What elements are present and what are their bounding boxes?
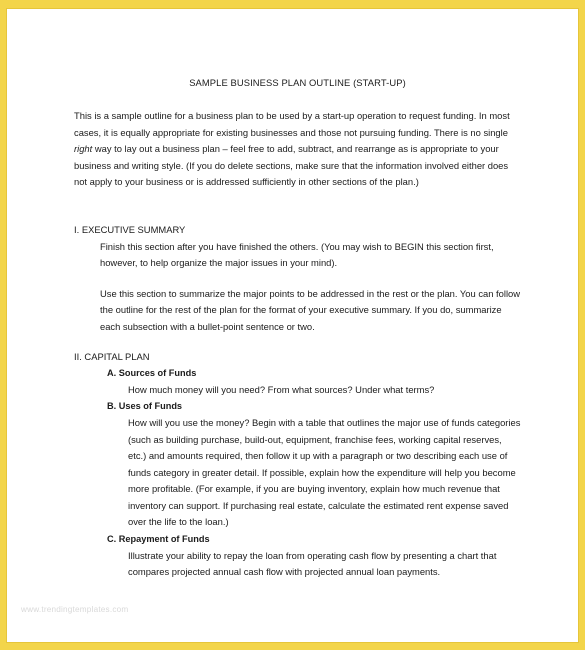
section-heading-executive-summary: I. EXECUTIVE SUMMARY xyxy=(74,223,186,235)
executive-summary-paragraph-2: Use this section to summarize the major points to be addressed in the rest or the plan. You can follow the outline for the rest of the plan for the format of your executive summary. If you do, summarize each subsection with a bullet-point sentence or two. xyxy=(100,287,521,332)
subsection-text-uses-of-funds: How will you use the money? Begin with a table that outlines the major use of funds categories (such as building purchase, build-out, equipment, franchise fees, working capital reserves, etc.) and amounts required, then follow it up with a paragraph or two describing each use of funds category in greater detail. If possible, explain how the expenditure will help you become more profitable. (For example, if you are buying inventory, explain how much revenue that inventory can support. If purchasing real estate, calculate the estimated rent expense saved over the life to the loan.) xyxy=(128,416,521,528)
intro-paragraph xyxy=(74,108,521,191)
subsection-text-sources-of-funds: How much money will you need? From what sources? Under what terms? xyxy=(128,383,435,395)
executive-summary-paragraph-1: Finish this section after you have finished the others. (You may wish to BEGIN this section first, however, to help organize the major issues in your mind). xyxy=(100,240,494,269)
section-gap xyxy=(74,336,521,349)
intro-italic-word: right xyxy=(74,143,93,155)
section-heading-capital-plan: II. CAPITAL PLAN xyxy=(74,350,150,362)
document-title: SAMPLE BUSINESS PLAN OUTLINE (START-UP) xyxy=(189,77,406,88)
document-page xyxy=(7,9,578,642)
paragraph-gap xyxy=(74,272,521,286)
watermark-text: www.trendingtemplates.com xyxy=(21,605,129,614)
intro-text-part2: way to lay out a business plan – feel free to add, subtract, and rearrange as is appropriate to your business and writing style. (If you do delete sections, make sure that the information involved either does not apply to your business or is addressed sufficiently in other sections of the plan.) xyxy=(74,143,509,188)
subsection-text-repayment-of-funds: Illustrate your ability to repay the loan from operating cash flow by presenting a chart that compares projected annual cash flow with projected annual loan payments. xyxy=(128,549,497,578)
subsection-heading-sources-of-funds: A. Sources of Funds xyxy=(107,368,197,379)
subsection-heading-repayment-of-funds: C. Repayment of Funds xyxy=(107,534,210,545)
document-body xyxy=(74,77,521,581)
intro-text-part1: This is a sample outline for a business plan to be used by a start-up operation to request funding. In most cases, it is equally appropriate for existing businesses and those not pursuing funding. There is no single xyxy=(74,110,510,138)
subsection-heading-uses-of-funds: B. Uses of Funds xyxy=(107,401,183,412)
